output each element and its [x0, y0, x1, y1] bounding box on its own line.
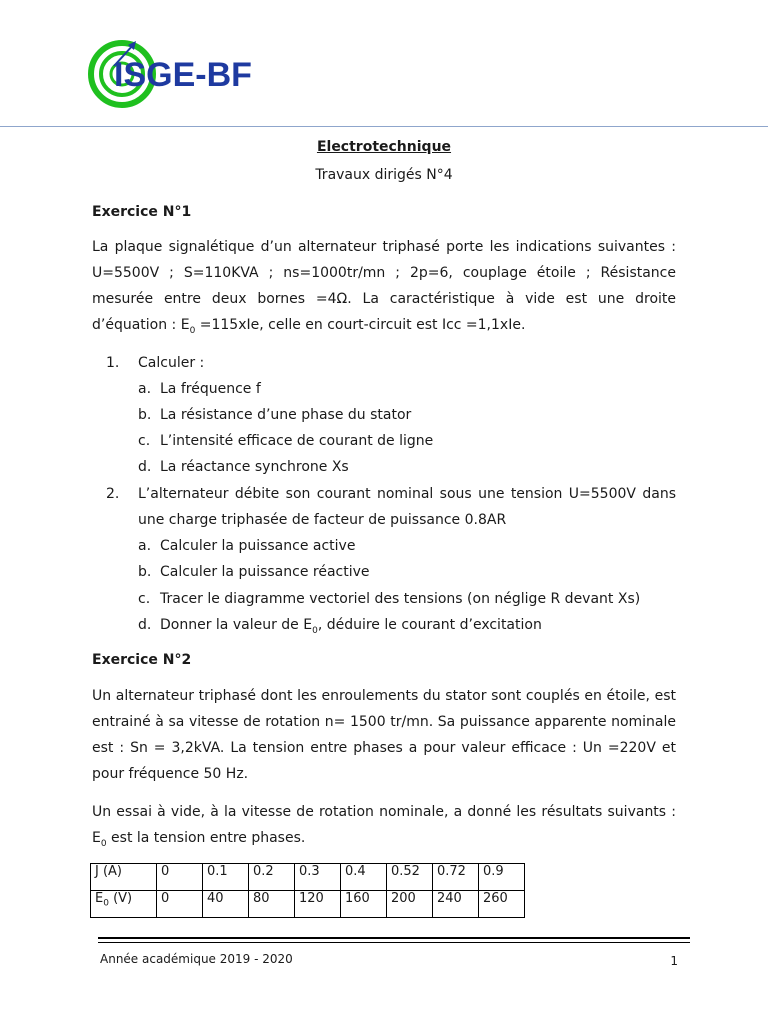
document-subtitle: Travaux dirigés N°4	[315, 167, 453, 183]
document-title: Electrotechnique	[316, 139, 452, 155]
table-cell: 0.9	[479, 864, 525, 891]
table-cell: 200	[387, 891, 433, 918]
question-2d: d. Donner la valeur de $E_0$, déduire le courant d’excitation	[138, 617, 542, 636]
table-cell: 0.52	[387, 864, 433, 891]
question-2-number: 2.	[106, 486, 120, 502]
table-cell: 0.1	[203, 864, 249, 891]
question-2: L’alternateur débite son courant nominal sous une tension U=5500V dans une charge triphasée de facteur de puissance 0.8AR	[138, 486, 676, 528]
table-cell: 0	[157, 864, 203, 891]
exercise-2-paragraph-2: Un essai à vide, à la vitesse de rotation nominale, a donné les résultats suivants : $E_0$ est la tension entre phases.	[92, 804, 676, 849]
question-2a: a. Calculer la puissance active	[138, 538, 356, 554]
exercise-2-heading: Exercice N°2	[92, 652, 192, 668]
footer-rule	[98, 937, 690, 939]
table-cell: 240	[433, 891, 479, 918]
page-number: 1	[670, 954, 678, 968]
table-cell: 80	[249, 891, 295, 918]
table-cell: 0.3	[295, 864, 341, 891]
table-cell: 0.2	[249, 864, 295, 891]
table-row	[91, 864, 525, 891]
table-cell: 160	[341, 891, 387, 918]
table-cell: 0	[157, 891, 203, 918]
isge-bf-logo	[84, 36, 314, 108]
question-1: 1. Calculer :	[106, 355, 205, 371]
no-load-test-table	[90, 863, 525, 918]
exercise-1-intro: La plaque signalétique d’un alternateur triphasé porte les indications suivantes : U=5500V ; S=110KVA ; ns=1000tr/mn ; 2p=6, couplage étoile ; Résistance mesurée entre deux bornes =4Ω. La caractéristique à vide est une droite d’équation : $E_0 =115xIe$, celle en court-circuit est Icc =1,1xIe.	[92, 239, 676, 336]
table-row	[91, 891, 525, 918]
question-1d: d. La réactance synchrone Xs	[138, 459, 349, 475]
question-1c: c. L’intensité efficace de courant de ligne	[138, 433, 434, 449]
exercise-1-heading: Exercice N°1	[92, 204, 192, 220]
question-1a: a. La fréquence f	[138, 381, 261, 397]
table-cell: 40	[203, 891, 249, 918]
table-header-cell: J (A)	[91, 864, 157, 891]
table-cell: 120	[295, 891, 341, 918]
question-2c: c. Tracer le diagramme vectoriel des tensions (on néglige R devant Xs)	[138, 591, 641, 607]
table-cell: 0.72	[433, 864, 479, 891]
table-cell: 260	[479, 891, 525, 918]
footer-academic-year: Année académique 2019 - 2020	[100, 952, 293, 966]
table-header-cell: $E_0$ (V)	[91, 891, 157, 918]
question-2b: b. Calculer la puissance réactive	[138, 564, 370, 580]
svg-text:ISGE-BF: ISGE-BF	[114, 56, 252, 94]
footer-rule-thin	[98, 942, 690, 943]
header-rule	[0, 126, 768, 127]
table-cell: 0.4	[341, 864, 387, 891]
exercise-2-paragraph-1: Un alternateur triphasé dont les enroulements du stator sont couplés en étoile, est entrainé à sa vitesse de rotation n= 1500 tr/mn. Sa puissance apparente nominale est : Sn = 3,2kVA. La tension entre phases a pour valeur efficace : Un =220V et pour fréquence 50 Hz.	[92, 688, 676, 782]
question-1b: b. La résistance d’une phase du stator	[138, 407, 412, 423]
